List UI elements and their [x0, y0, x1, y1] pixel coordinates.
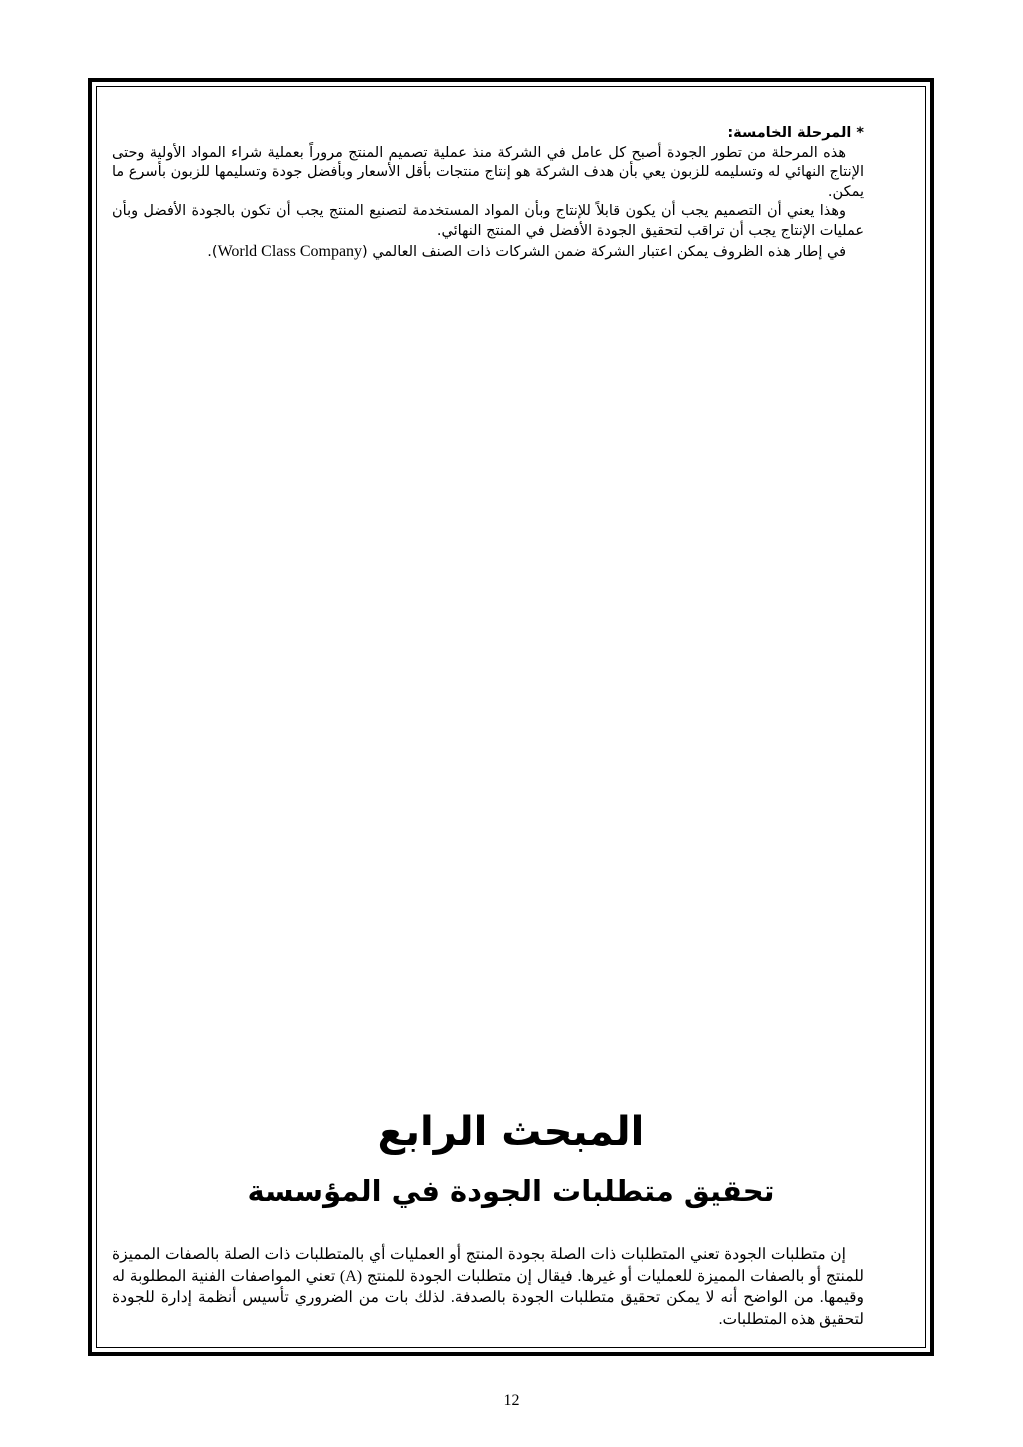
section-fifth-stage	[112, 124, 864, 262]
paragraph-1: هذه المرحلة من تطور الجودة أصبح كل عامل في الشركة منذ عملية تصميم المنتج مروراً بعملية شراء المواد الأولية وحتى الإنتاج النهائي له وتسليمه للزبون يعي بأن هدف الشركة هو إنتاج منتجات بأقل الأسعار وبأفضل جودة وتسليمها للزبون بأسرع ما يمكن.	[111, 144, 864, 200]
product-symbol: (A)	[339, 1267, 363, 1285]
chapter-title: المبحث الرابع	[377, 1109, 645, 1155]
section-quality-requirements	[112, 1244, 864, 1330]
chapter-subtitle: تحقيق متطلبات الجودة في المؤسسة	[247, 1174, 775, 1208]
page-number: 12	[503, 1392, 520, 1409]
paragraph-3-text: في إطار هذه الظروف يمكن اعتبار الشركة ضمن الشركات ذات الصنف العالمي (	[362, 243, 846, 260]
paragraph-3-end: ).	[207, 243, 218, 260]
world-class-company-term: World Class Company	[217, 242, 363, 260]
paragraph-3	[112, 242, 864, 263]
requirements-paragraph	[112, 1244, 864, 1330]
requirements-text-2: تعني المواصفات الفنية المطلوبة له وقيمها. من الواضح أنه لا يمكن تحقيق متطلبات الجودة بالصدفة. لذلك بات من الضروري تأسيس أنظمة إدارة للجودة لتحقيق هذه المتطلبات.	[112, 1267, 864, 1328]
requirements-text-1: إن متطلبات الجودة تعني المتطلبات ذات الصلة بجودة المنتج أو العمليات أي بالمتطلبات ذات الصلة بالصفات المميزة للمنتج أو بالصفات المميزة للعمليات أو غيرها. فيقال إن متطلبات الجودة للمنتج	[112, 1246, 865, 1285]
paragraph-2: وهذا يعني أن التصميم يجب أن يكون قابلاً للإنتاج وبأن المواد المستخدمة لتصنيع المنتج يجب أن تكون بالجودة الأفضل وبأن عمليات الإنتاج يجب أن تراقب لتحقيق الجودة الأفضل في المنتج النهائي.	[112, 203, 864, 239]
section-heading: * المرحلة الخامسة:	[727, 125, 864, 141]
